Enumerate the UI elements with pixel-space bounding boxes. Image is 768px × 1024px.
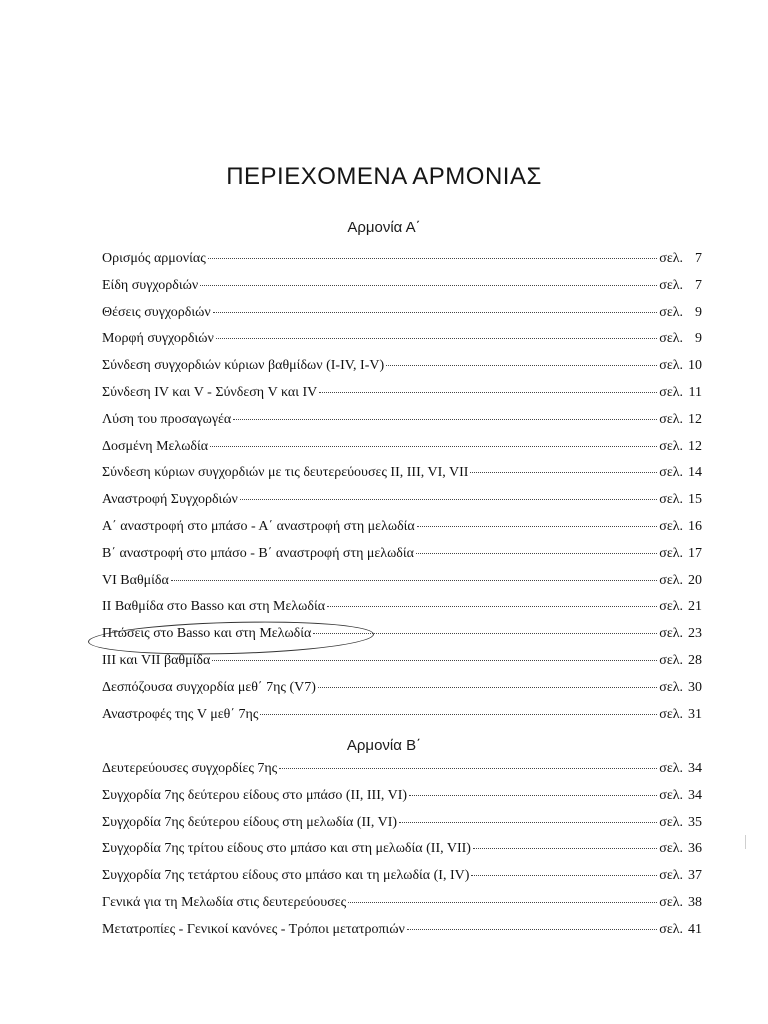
page-number: 14 [688, 465, 702, 481]
toc-entry [102, 624, 702, 644]
page-number: 17 [688, 545, 702, 561]
page-number: 20 [688, 572, 702, 588]
page-prefix: σελ. [659, 841, 683, 857]
page-number: 12 [688, 411, 702, 427]
toc-entry-page [659, 356, 702, 376]
page-title: ΠΕΡΙΕΧΟΜΕΝΑ ΑΡΜΟΝΙΑΣ [226, 163, 542, 190]
page-prefix: σελ. [659, 761, 683, 776]
page-number: 16 [688, 519, 702, 534]
toc-entry-title: VI Βαθμίδα [102, 572, 169, 588]
dot-leader [407, 928, 657, 930]
toc-entry-title: Συγχορδία 7ης δεύτερου είδους στο μπάσο (II, III, VI) [102, 787, 408, 803]
page-prefix: σελ. [659, 572, 683, 588]
page-prefix: σελ. [659, 438, 683, 454]
page-number: 15 [688, 492, 702, 508]
toc-entry-page [659, 759, 702, 779]
toc-entry [102, 678, 702, 698]
page-prefix: σελ. [659, 626, 683, 642]
toc-entry-page [659, 517, 702, 537]
page-number: 35 [688, 814, 702, 830]
toc-entry [102, 249, 702, 269]
toc-entry-title: III και VII βαθμίδα [102, 653, 211, 668]
page-number: 28 [688, 653, 702, 668]
dot-leader [279, 767, 657, 769]
dot-leader [210, 445, 657, 447]
toc-entry-page [659, 651, 702, 671]
dot-leader [327, 605, 657, 607]
toc-entry-title: Συγχορδία 7ης δεύτερου είδους στη μελωδία (II, VI) [102, 814, 398, 830]
dot-leader [348, 901, 657, 903]
toc-entry-page [659, 920, 702, 940]
page-number: 12 [688, 438, 702, 454]
dot-leader [318, 686, 657, 688]
toc-entry-page [659, 813, 702, 833]
page-prefix: σελ. [659, 358, 683, 374]
toc-entry-page [659, 303, 702, 323]
page-number: 30 [688, 679, 702, 695]
toc-entry-title: Συγχορδία 7ης τρίτου είδους στο μπάσο και στη μελωδία (II, VII) [102, 841, 471, 857]
dot-leader [319, 391, 657, 393]
toc-entry [102, 276, 702, 296]
toc-entry-page [659, 678, 702, 698]
toc-entry-title: Πτώσεις στο Basso και στη Μελωδία [102, 626, 312, 642]
toc-entry [102, 356, 702, 376]
dot-leader [471, 874, 657, 876]
dot-leader [417, 525, 658, 527]
toc-entry-page [659, 276, 702, 296]
toc-entry-title: Αναστροφή Συγχορδιών [102, 492, 238, 508]
toc-entry [102, 920, 702, 940]
dot-leader [470, 471, 657, 473]
page-prefix: σελ. [659, 385, 683, 400]
toc-entry [102, 463, 702, 483]
toc-entry-title: Α΄ αναστροφή στο μπάσο - Α΄ αναστροφή στη μελωδία [102, 519, 415, 534]
toc-entry-page [659, 705, 702, 725]
page-number: 21 [688, 599, 702, 615]
page-number: 31 [688, 706, 702, 722]
toc-entry [102, 893, 702, 913]
toc-entry [102, 705, 702, 725]
toc-entry-page [659, 571, 702, 591]
toc-entry [102, 866, 702, 886]
toc-entry [102, 303, 702, 323]
page-prefix: σελ. [659, 679, 683, 695]
dot-leader [260, 713, 657, 715]
page-number: 23 [688, 626, 702, 642]
page-prefix: σελ. [659, 868, 683, 884]
toc-entry-page [659, 839, 702, 859]
page-prefix: σελ. [659, 653, 683, 668]
page-prefix: σελ. [659, 706, 683, 722]
toc-entry-title: Είδη συγχορδιών [102, 277, 199, 293]
toc-entry-title: Σύνδεση κύριων συγχορδιών με τις δευτερεύουσες II, III, VI, VII [102, 465, 469, 481]
dot-leader [409, 794, 657, 796]
page-prefix: σελ. [659, 895, 683, 910]
page-number: 9 [695, 331, 702, 347]
page-prefix: σελ. [659, 787, 683, 803]
toc-entry [102, 759, 702, 779]
toc-entry-title: Μορφή συγχορδιών [102, 331, 214, 347]
page-prefix: σελ. [659, 251, 683, 266]
dot-leader [208, 257, 658, 259]
page-number: 10 [688, 358, 702, 374]
toc-entry-title: Σύνδεση συγχορδιών κύριων βαθμίδων (I-IV, I-V) [102, 358, 385, 374]
scan-artifact [745, 835, 746, 849]
toc-entry-title: Λύση του προσαγωγέα [102, 411, 232, 427]
toc-entry-page [659, 329, 702, 349]
page-number: 34 [688, 787, 702, 803]
toc-entry-title: Συγχορδία 7ης τετάρτου είδους στο μπάσο και τη μελωδία (I, IV) [102, 868, 470, 884]
toc-entry-page [659, 490, 702, 510]
toc-entry-title: II Βαθμίδα στο Basso και στη Μελωδία [102, 599, 326, 615]
dot-leader [200, 284, 657, 286]
page-number: 37 [688, 868, 702, 884]
toc-entry-page [659, 866, 702, 886]
page-number: 7 [695, 277, 702, 293]
dot-leader [386, 364, 657, 366]
toc-entry-page [659, 544, 702, 564]
page-prefix: σελ. [659, 331, 683, 347]
page-number: 34 [688, 761, 702, 776]
page-prefix: σελ. [659, 465, 683, 481]
toc-entry [102, 383, 702, 403]
toc-entry-title: Αναστροφές της V μεθ΄ 7ης [102, 706, 259, 722]
section-heading-harmony-b: Αρμονία Β΄ [346, 737, 422, 754]
toc-entry-title: Β΄ αναστροφή στο μπάσο - Β΄ αναστροφή στη μελωδία [102, 545, 414, 561]
page-number: 9 [695, 304, 702, 320]
toc-entry [102, 597, 702, 617]
page-number: 11 [688, 385, 702, 400]
dot-leader [313, 632, 657, 634]
toc-entry [102, 329, 702, 349]
toc-entry-page [659, 786, 702, 806]
page-number: 38 [688, 895, 702, 910]
page-prefix: σελ. [659, 411, 683, 427]
toc-entry [102, 544, 702, 564]
dot-leader [399, 821, 657, 823]
toc-entry [102, 571, 702, 591]
toc-entry-page [659, 383, 702, 403]
page-number: 41 [688, 921, 702, 937]
dot-leader [171, 579, 657, 581]
dot-leader [212, 659, 657, 661]
toc-entry [102, 786, 702, 806]
toc-entry-title: Ορισμός αρμονίας [102, 251, 206, 266]
toc-entry [102, 490, 702, 510]
toc-entry-page [659, 597, 702, 617]
dot-leader [213, 311, 658, 313]
toc-entry [102, 437, 702, 457]
toc-entry-page [659, 437, 702, 457]
dot-leader [240, 498, 657, 500]
toc-entry [102, 651, 702, 671]
page-prefix: σελ. [659, 519, 683, 534]
toc-entry [102, 813, 702, 833]
dot-leader [233, 418, 657, 420]
page-number: 7 [695, 251, 702, 266]
toc-entry-title: Θέσεις συγχορδιών [102, 304, 211, 320]
toc-entry-title: Δεσπόζουσα συγχορδία μεθ΄ 7ης (V7) [102, 679, 316, 695]
toc-entry [102, 410, 702, 430]
toc-entry-page [659, 624, 702, 644]
dot-leader [473, 847, 657, 849]
dot-leader [216, 337, 657, 339]
page-prefix: σελ. [659, 277, 683, 293]
page-prefix: σελ. [659, 814, 683, 830]
toc-entry-title: Σύνδεση IV και V - Σύνδεση V και IV [102, 385, 318, 400]
page-prefix: σελ. [659, 599, 683, 615]
page-prefix: σελ. [659, 492, 683, 508]
toc-entry [102, 517, 702, 537]
dot-leader [416, 552, 657, 554]
toc-entry-page [659, 893, 702, 913]
toc-entry-title: Μετατροπίες - Γενικοί κανόνες - Τρόποι μετατροπιών [102, 921, 405, 937]
toc-entry-page [659, 463, 702, 483]
page-prefix: σελ. [659, 545, 683, 561]
section-heading-harmony-a: Αρμονία Α΄ [347, 219, 421, 236]
toc-entry-page [659, 410, 702, 430]
toc-entry-page [659, 249, 702, 269]
page-prefix: σελ. [659, 304, 683, 320]
page-prefix: σελ. [659, 921, 683, 937]
toc-entry [102, 839, 702, 859]
toc-entry-title: Δευτερεύουσες συγχορδίες 7ης [102, 761, 278, 776]
toc-entry-title: Δοσμένη Μελωδία [102, 438, 209, 454]
page-number: 36 [688, 841, 702, 857]
toc-entry-title: Γενικά για τη Μελωδία στις δευτερεύουσες [102, 895, 347, 910]
